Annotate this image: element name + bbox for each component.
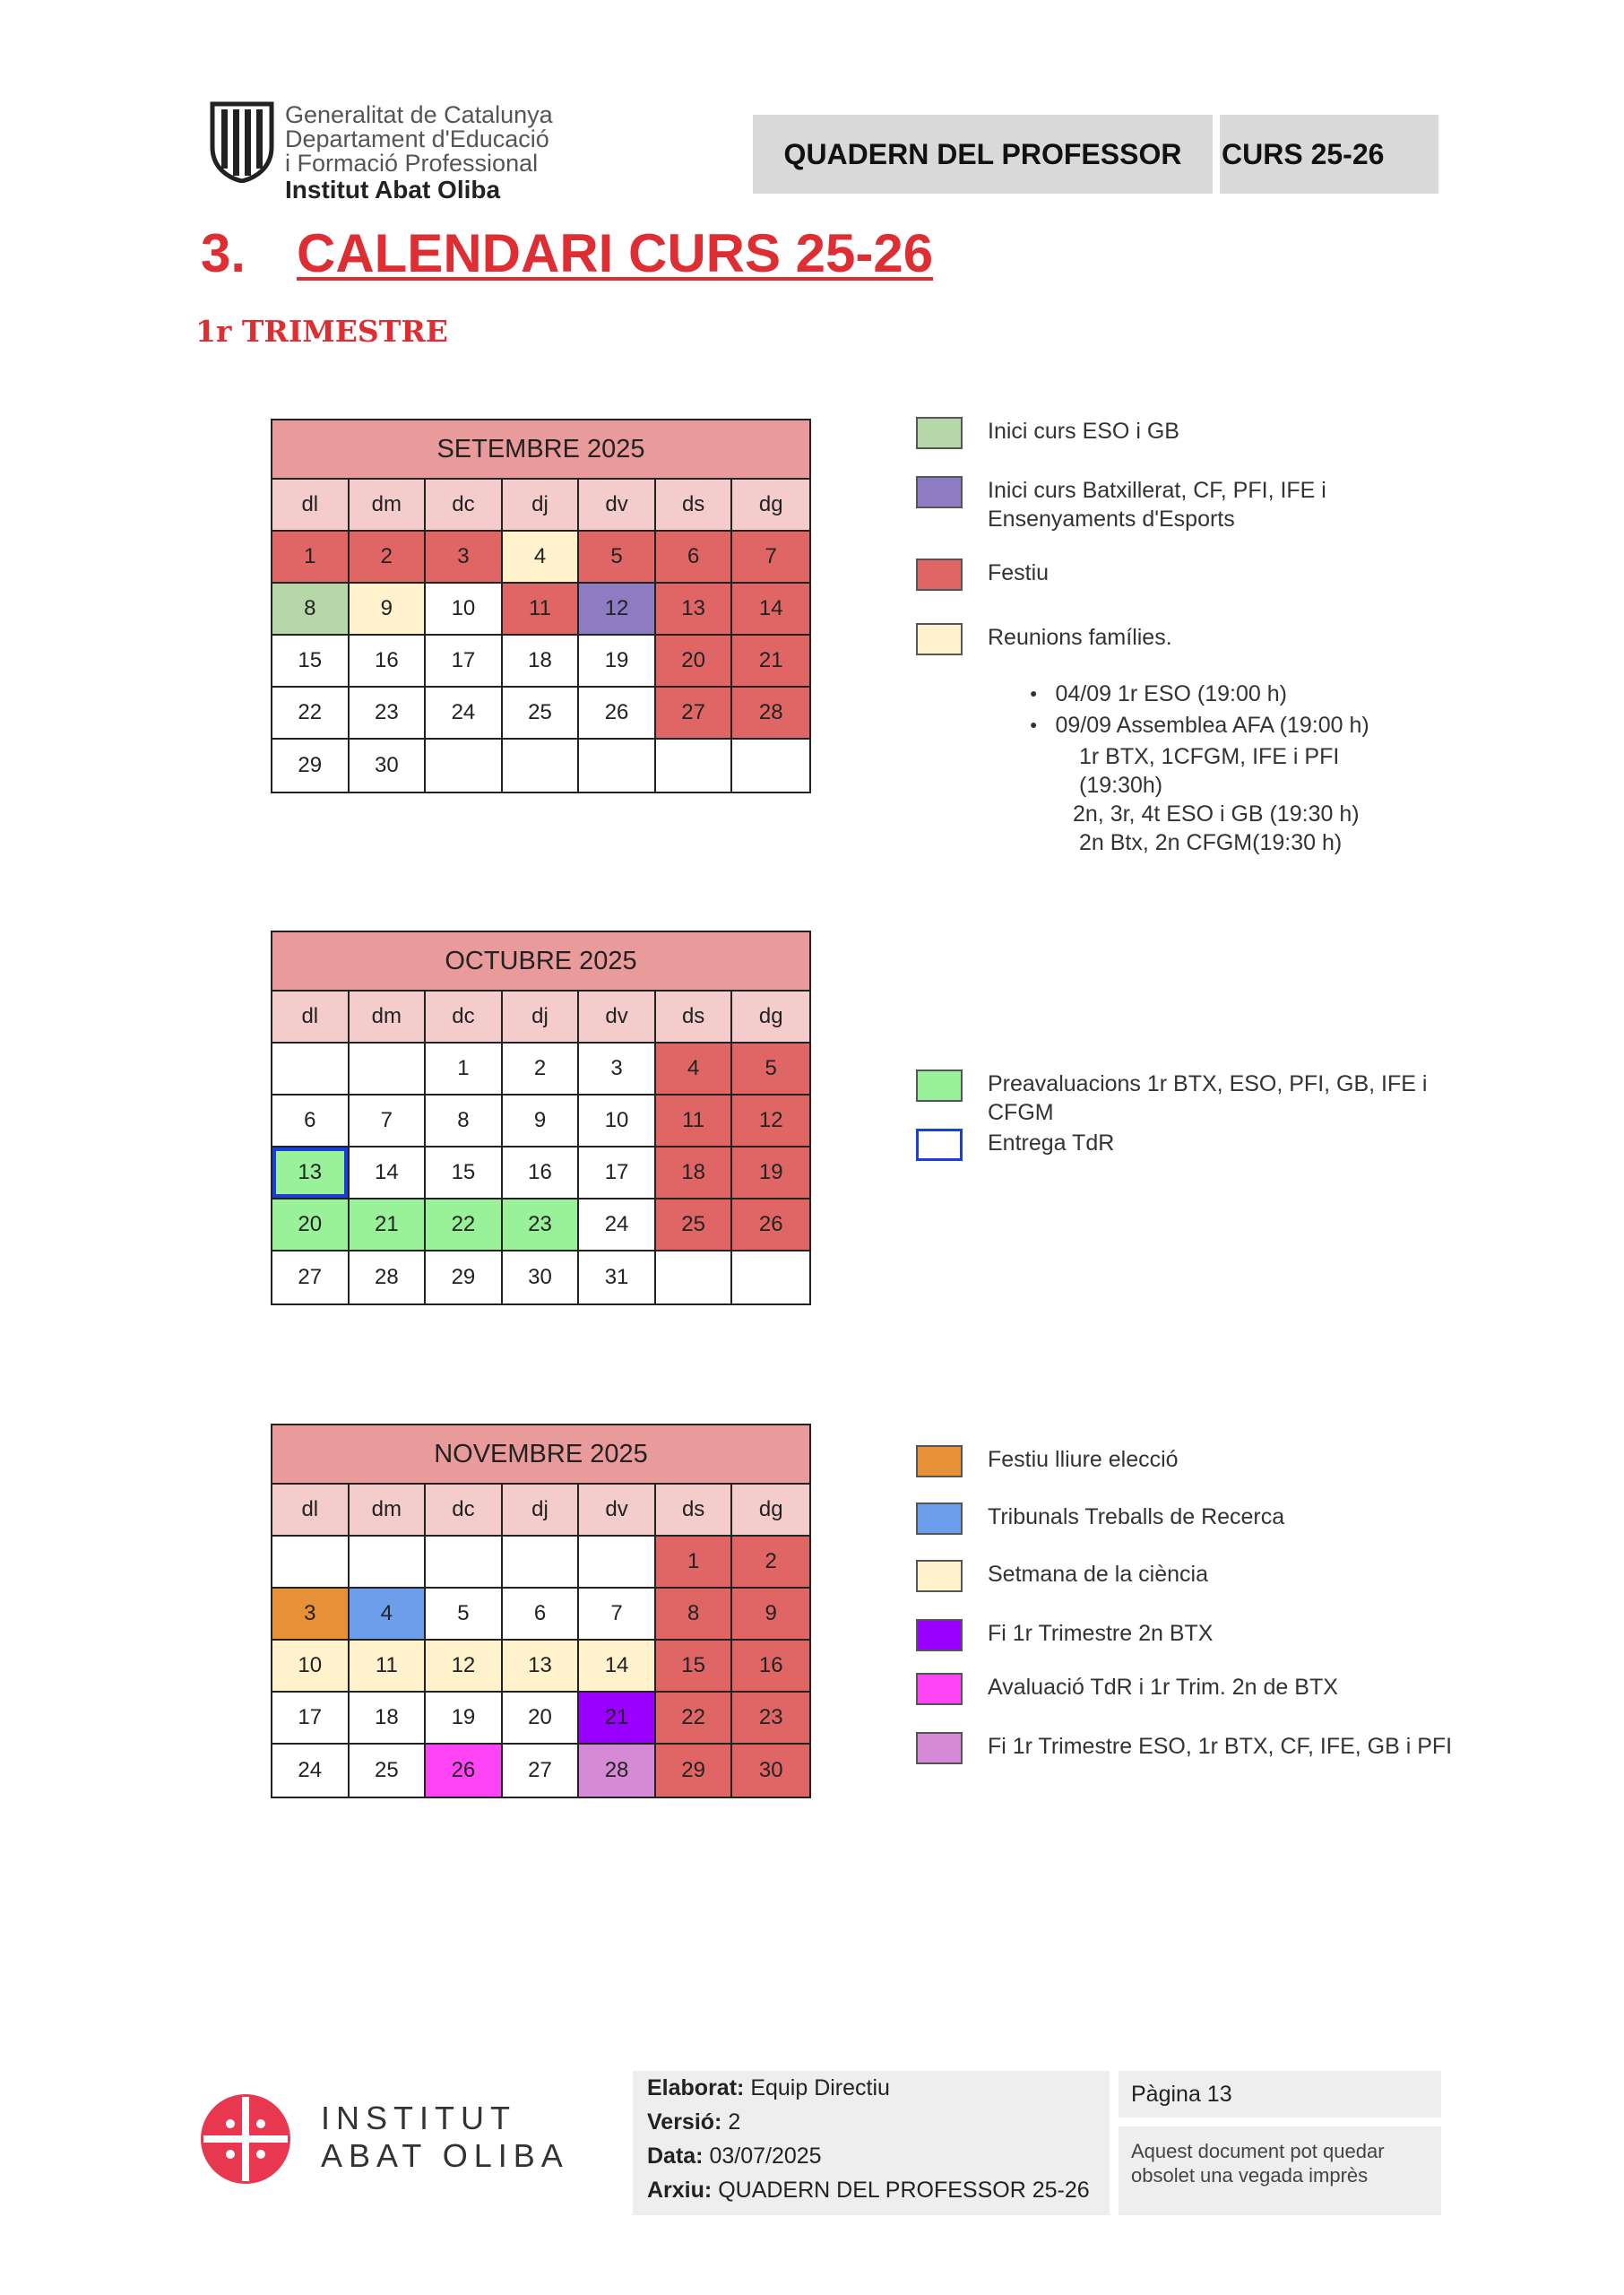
day-cell: 4 xyxy=(656,1044,733,1096)
legend-swatch xyxy=(916,1129,963,1161)
weekday-header: dg xyxy=(732,1485,809,1537)
footer-name-line-1: INSTITUT xyxy=(321,2100,516,2136)
day-cell: 27 xyxy=(272,1251,350,1303)
day-cell: 6 xyxy=(272,1096,350,1148)
legend-item xyxy=(916,1732,1453,1764)
day-cell: 7 xyxy=(732,532,809,584)
day-cell: 27 xyxy=(656,688,733,740)
weekday-header: dj xyxy=(503,992,580,1044)
day-cell: 10 xyxy=(579,1096,656,1148)
legend-label-line: Entrega TdR xyxy=(988,1130,1115,1156)
arxiu-label: Arxiu: xyxy=(647,2178,713,2203)
day-cell: 25 xyxy=(503,688,580,740)
calendar-novembre xyxy=(271,1424,811,1798)
day-cell: 9 xyxy=(350,584,427,636)
legend-label xyxy=(988,623,1172,652)
reunions-notes xyxy=(1026,680,1369,857)
legend-label xyxy=(988,476,1326,533)
abat-oliba-logo-icon xyxy=(200,2093,291,2185)
day-cell: 22 xyxy=(426,1199,503,1251)
legend-swatch xyxy=(916,1445,963,1477)
weekday-header: ds xyxy=(656,1485,733,1537)
legend-label-line: Fi 1r Trimestre ESO, 1r BTX, CF, IFE, GB i PFI xyxy=(988,1734,1453,1759)
day-cell: 2 xyxy=(503,1044,580,1096)
legend-item xyxy=(916,1445,1179,1477)
day-cell: 7 xyxy=(579,1589,656,1641)
day-cell: 18 xyxy=(503,636,580,688)
day-cell: 4 xyxy=(503,532,580,584)
calendar-setembre xyxy=(271,419,811,793)
footer-name-line-2: ABAT OLIBA xyxy=(321,2137,569,2174)
legend-label-line: Reunions famílies. xyxy=(988,625,1172,650)
legend-item xyxy=(916,417,1179,449)
empty-cell xyxy=(656,740,733,792)
day-cell: 16 xyxy=(503,1148,580,1199)
page-number-text: Pàgina 13 xyxy=(1131,2081,1232,2107)
day-cell: 20 xyxy=(503,1693,580,1745)
day-cell: 16 xyxy=(732,1641,809,1693)
legend-label-line: Festiu xyxy=(988,560,1050,585)
day-cell: 17 xyxy=(579,1148,656,1199)
weekday-header: dv xyxy=(579,1485,656,1537)
empty-cell xyxy=(732,740,809,792)
doc-title: QUADERN DEL PROFESSOR xyxy=(783,137,1182,170)
legend-label-line: Ensenyaments d'Esports xyxy=(988,507,1235,532)
day-cell: 24 xyxy=(426,688,503,740)
section-number: 3. xyxy=(201,223,246,283)
legend-swatch xyxy=(916,1503,963,1535)
footer-school-name xyxy=(321,2100,569,2175)
legend-item xyxy=(916,559,1050,591)
empty-cell xyxy=(426,1537,503,1589)
day-cell: 3 xyxy=(272,1589,350,1641)
day-cell: 15 xyxy=(272,636,350,688)
weekday-header: dg xyxy=(732,992,809,1044)
day-cell: 1 xyxy=(272,532,350,584)
legend-item xyxy=(916,1503,1285,1535)
section-title-text: CALENDARI CURS 25-26 xyxy=(297,223,934,283)
day-cell: 26 xyxy=(732,1199,809,1251)
day-cell: 25 xyxy=(350,1745,427,1797)
note-item: ● 04/09 1r ESO (19:00 h) xyxy=(1026,680,1369,711)
doc-title-box xyxy=(753,115,1213,194)
day-cell: 14 xyxy=(579,1641,656,1693)
weekday-header: dj xyxy=(503,480,580,532)
elaborat-label: Elaborat: xyxy=(647,2075,745,2100)
versio-label: Versió: xyxy=(647,2109,722,2135)
note-item: ● 09/09 Assemblea AFA (19:00 h) xyxy=(1026,711,1369,742)
day-cell: 10 xyxy=(426,584,503,636)
day-cell: 8 xyxy=(656,1589,733,1641)
weekday-header: dc xyxy=(426,1485,503,1537)
section-subtitle: 1r TRIMESTRE xyxy=(195,314,448,349)
legend-label xyxy=(988,1129,1114,1157)
arxiu-value: QUADERN DEL PROFESSOR 25-26 xyxy=(718,2178,1090,2203)
day-cell: 19 xyxy=(732,1148,809,1199)
day-cell: 24 xyxy=(579,1199,656,1251)
obsolete-note: Aquest document pot quedar obsolet una vegada imprès xyxy=(1119,2126,1441,2215)
weekday-header: dl xyxy=(272,992,350,1044)
day-cell: 6 xyxy=(656,532,733,584)
data-value: 03/07/2025 xyxy=(709,2143,822,2169)
legend-label-line: Avaluació TdR i 1r Trim. 2n de BTX xyxy=(988,1675,1338,1700)
legend-label xyxy=(988,1673,1338,1702)
legend-label xyxy=(988,559,1049,587)
empty-cell xyxy=(350,1537,427,1589)
legend-swatch xyxy=(916,476,963,508)
note-item: 2n, 3r, 4t ESO i GB (19:30 h) xyxy=(1073,801,1360,827)
legend-label-line: Preavaluacions 1r BTX, ESO, PFI, GB, IFE i xyxy=(988,1071,1428,1096)
weekday-header: dv xyxy=(579,992,656,1044)
day-cell: 21 xyxy=(579,1693,656,1745)
day-cell: 30 xyxy=(732,1745,809,1797)
legend-swatch xyxy=(916,1560,963,1592)
empty-cell xyxy=(579,740,656,792)
day-cell: 13 xyxy=(503,1641,580,1693)
data-label: Data: xyxy=(647,2143,704,2169)
empty-cell xyxy=(732,1251,809,1303)
day-cell: 14 xyxy=(350,1148,427,1199)
day-cell: 27 xyxy=(503,1745,580,1797)
legend-label-line: CFGM xyxy=(988,1100,1054,1125)
weekday-header: dm xyxy=(350,992,427,1044)
day-cell: 30 xyxy=(350,740,427,792)
org-line-1: Generalitat de Catalunya xyxy=(285,101,553,128)
calendar-title: NOVEMBRE 2025 xyxy=(272,1425,809,1485)
legend-label-line: Festiu lliure elecció xyxy=(988,1447,1179,1472)
day-cell: 1 xyxy=(426,1044,503,1096)
empty-cell xyxy=(503,740,580,792)
day-cell: 14 xyxy=(732,584,809,636)
day-cell: 26 xyxy=(579,688,656,740)
legend-label-line: Inici curs ESO i GB xyxy=(988,419,1179,444)
day-cell: 3 xyxy=(426,532,503,584)
legend-item xyxy=(916,1619,1214,1651)
weekday-header: dg xyxy=(732,480,809,532)
day-cell: 23 xyxy=(732,1693,809,1745)
day-cell: 2 xyxy=(350,532,427,584)
calendar-grid xyxy=(272,992,809,1303)
day-cell: 12 xyxy=(579,584,656,636)
weekday-header: dv xyxy=(579,480,656,532)
weekday-header: ds xyxy=(656,480,733,532)
weekday-header: ds xyxy=(656,992,733,1044)
calendar-octubre xyxy=(271,931,811,1305)
calendar-grid xyxy=(272,480,809,792)
empty-cell xyxy=(503,1537,580,1589)
day-cell: 11 xyxy=(503,584,580,636)
legend-item xyxy=(916,623,1172,655)
day-cell: 10 xyxy=(272,1641,350,1693)
weekday-header: dm xyxy=(350,480,427,532)
weekday-header: dj xyxy=(503,1485,580,1537)
generalitat-logo-icon xyxy=(209,100,275,183)
legend-item xyxy=(916,476,1326,532)
day-cell: 29 xyxy=(656,1745,733,1797)
day-cell: 25 xyxy=(656,1199,733,1251)
weekday-header: dc xyxy=(426,480,503,532)
school-name: Institut Abat Oliba xyxy=(285,176,501,204)
day-cell: 19 xyxy=(579,636,656,688)
legend-swatch xyxy=(916,1619,963,1651)
day-cell: 16 xyxy=(350,636,427,688)
day-cell: 13 xyxy=(272,1148,350,1199)
day-cell: 19 xyxy=(426,1693,503,1745)
legend-swatch xyxy=(916,623,963,655)
day-cell: 8 xyxy=(272,584,350,636)
day-cell: 9 xyxy=(503,1096,580,1148)
versio-value: 2 xyxy=(728,2109,741,2135)
day-cell: 4 xyxy=(350,1589,427,1641)
day-cell: 11 xyxy=(656,1096,733,1148)
day-cell: 18 xyxy=(656,1148,733,1199)
day-cell: 23 xyxy=(350,688,427,740)
day-cell: 15 xyxy=(426,1148,503,1199)
day-cell: 7 xyxy=(350,1096,427,1148)
legend-label-line: Setmana de la ciència xyxy=(988,1562,1208,1587)
note-item: (19:30h) xyxy=(1079,773,1163,798)
empty-cell xyxy=(272,1044,350,1096)
legend-label xyxy=(988,1560,1208,1589)
day-cell: 12 xyxy=(732,1096,809,1148)
day-cell: 13 xyxy=(656,584,733,636)
day-cell: 21 xyxy=(732,636,809,688)
legend-item xyxy=(916,1560,1208,1592)
day-cell: 9 xyxy=(732,1589,809,1641)
day-cell: 18 xyxy=(350,1693,427,1745)
legend-item xyxy=(916,1070,1428,1125)
legend-swatch xyxy=(916,1732,963,1764)
legend-label xyxy=(988,1732,1452,1761)
calendar-title: SETEMBRE 2025 xyxy=(272,420,809,480)
day-cell: 21 xyxy=(350,1199,427,1251)
day-cell: 28 xyxy=(732,688,809,740)
empty-cell xyxy=(272,1537,350,1589)
day-cell: 29 xyxy=(272,740,350,792)
empty-cell xyxy=(579,1537,656,1589)
course-box xyxy=(1220,115,1438,194)
legend-swatch xyxy=(916,417,963,449)
day-cell: 22 xyxy=(272,688,350,740)
legend-label-line: Inici curs Batxillerat, CF, PFI, IFE i xyxy=(988,478,1326,503)
elaborat-value: Equip Directiu xyxy=(750,2075,890,2100)
day-cell: 3 xyxy=(579,1044,656,1096)
calendar-title: OCTUBRE 2025 xyxy=(272,932,809,992)
weekday-header: dm xyxy=(350,1485,427,1537)
day-cell: 17 xyxy=(272,1693,350,1745)
generalitat-text xyxy=(285,103,553,202)
day-cell: 24 xyxy=(272,1745,350,1797)
calendar-grid xyxy=(272,1485,809,1797)
footer-info xyxy=(633,2071,1110,2215)
legend-label xyxy=(988,417,1179,446)
day-cell: 31 xyxy=(579,1251,656,1303)
day-cell: 5 xyxy=(732,1044,809,1096)
day-cell: 17 xyxy=(426,636,503,688)
day-cell: 22 xyxy=(656,1693,733,1745)
note-item: 2n Btx, 2n CFGM(19:30 h) xyxy=(1079,830,1343,855)
empty-cell xyxy=(350,1044,427,1096)
weekday-header: dl xyxy=(272,1485,350,1537)
section-title xyxy=(201,222,933,284)
day-cell: 2 xyxy=(732,1537,809,1589)
empty-cell xyxy=(426,740,503,792)
day-cell: 23 xyxy=(503,1199,580,1251)
day-cell: 1 xyxy=(656,1537,733,1589)
day-cell: 5 xyxy=(426,1589,503,1641)
legend-label-line: Fi 1r Trimestre 2n BTX xyxy=(988,1621,1214,1646)
legend-label xyxy=(988,1070,1427,1127)
day-cell: 20 xyxy=(272,1199,350,1251)
legend-label xyxy=(988,1503,1284,1531)
day-cell: 28 xyxy=(579,1745,656,1797)
day-cell: 28 xyxy=(350,1251,427,1303)
legend-label xyxy=(988,1619,1213,1648)
day-cell: 6 xyxy=(503,1589,580,1641)
legend-item xyxy=(916,1673,1338,1705)
legend-label xyxy=(988,1445,1179,1474)
legend-item xyxy=(916,1129,1115,1161)
legend-label-line: Tribunals Treballs de Recerca xyxy=(988,1504,1285,1529)
day-cell: 26 xyxy=(426,1745,503,1797)
legend-swatch xyxy=(916,1070,963,1102)
empty-cell xyxy=(656,1251,733,1303)
weekday-header: dc xyxy=(426,992,503,1044)
day-cell: 5 xyxy=(579,532,656,584)
day-cell: 20 xyxy=(656,636,733,688)
course-label: CURS 25-26 xyxy=(1222,137,1385,170)
day-cell: 11 xyxy=(350,1641,427,1693)
day-cell: 15 xyxy=(656,1641,733,1693)
org-line-3: i Formació Professional xyxy=(285,150,539,177)
day-cell: 12 xyxy=(426,1641,503,1693)
org-line-2: Departament d'Educació xyxy=(285,126,549,152)
day-cell: 29 xyxy=(426,1251,503,1303)
legend-swatch xyxy=(916,559,963,591)
page-number xyxy=(1119,2071,1441,2117)
day-cell: 8 xyxy=(426,1096,503,1148)
day-cell: 30 xyxy=(503,1251,580,1303)
note-item: 1r BTX, 1CFGM, IFE i PFI xyxy=(1079,744,1340,769)
weekday-header: dl xyxy=(272,480,350,532)
legend-swatch xyxy=(916,1673,963,1705)
